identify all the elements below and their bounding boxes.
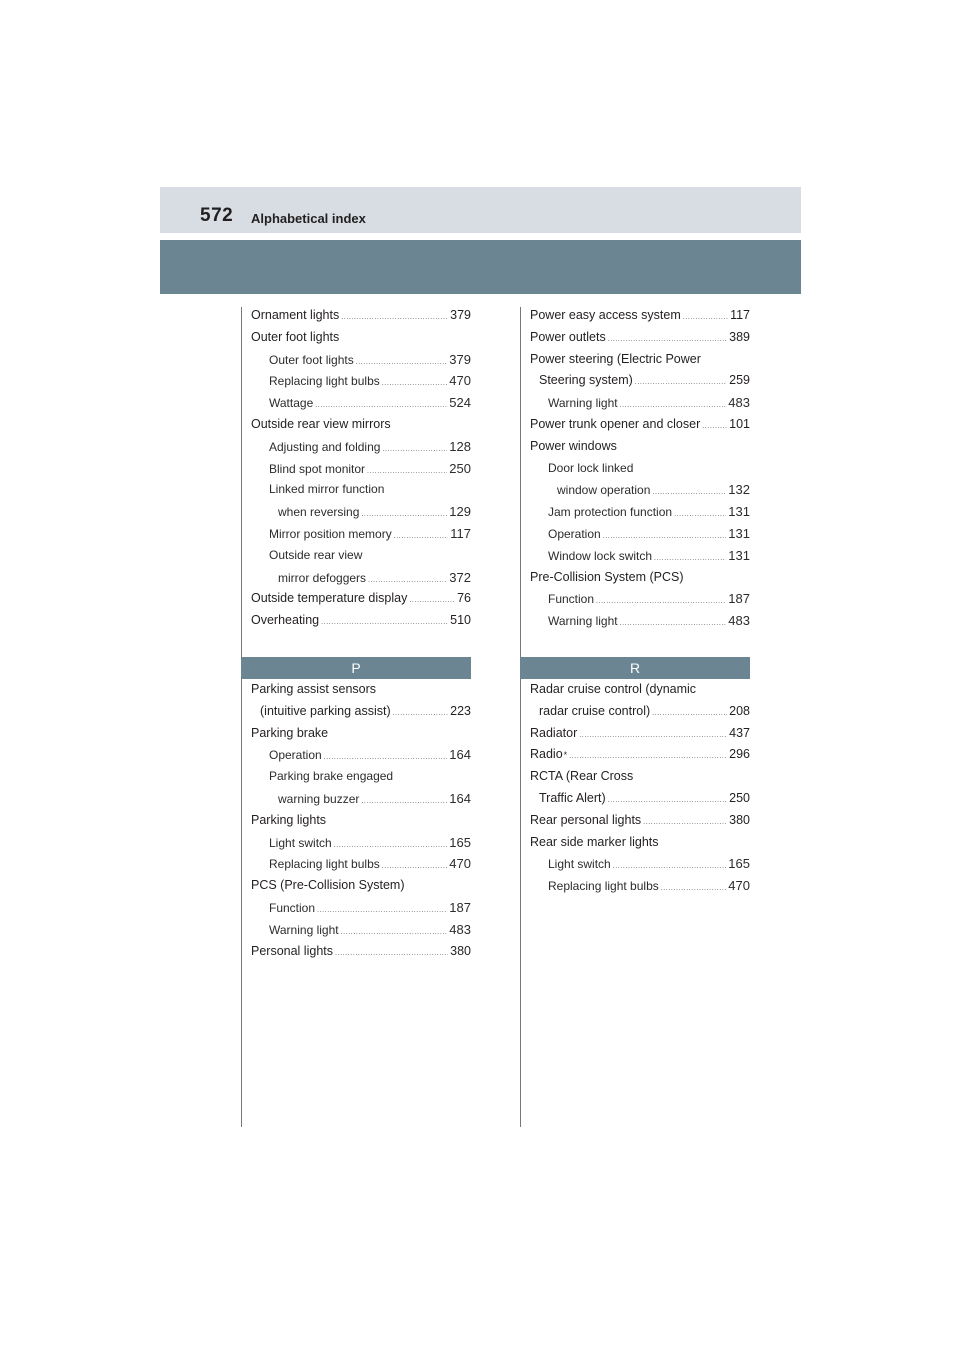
entry-label: Power trunk opener and closer <box>530 416 701 431</box>
entry-label: mirror defoggers <box>278 570 367 585</box>
index-entry <box>251 701 471 723</box>
entry-label: Outer foot lights <box>251 329 340 344</box>
index-entry <box>530 701 750 723</box>
entry-label: (intuitive parking assist) <box>260 703 391 718</box>
index-entry <box>251 305 471 327</box>
index-entry <box>251 875 471 897</box>
entry-page-ref: 524 <box>449 395 471 411</box>
entry-label: Power easy access system <box>530 308 681 322</box>
entry-label: Replacing light bulbs <box>269 374 380 389</box>
entry-label: Rear personal lights <box>530 812 642 827</box>
index-entry <box>530 679 750 701</box>
entry-label: Radio <box>530 747 563 762</box>
entry-label: Mirror position memory <box>269 526 392 541</box>
index-entry <box>530 392 750 414</box>
dot-leader <box>613 856 727 878</box>
dot-leader <box>341 307 448 329</box>
entry-label: Light switch <box>269 835 332 850</box>
section-letter-r: R <box>520 657 750 679</box>
index-entry <box>251 610 471 632</box>
entry-page-ref: 510 <box>450 613 471 628</box>
index-entry <box>530 436 750 458</box>
entry-page-ref: 250 <box>449 460 471 476</box>
index-entry <box>251 479 471 501</box>
entry-label: Door lock linked <box>548 460 634 475</box>
entry-page-ref: 389 <box>729 329 750 344</box>
entry-label: Jam protection function <box>548 505 673 520</box>
entry-page-ref: 259 <box>729 373 750 388</box>
dot-leader <box>321 612 448 634</box>
entry-page-ref: 380 <box>450 943 471 958</box>
index-entry <box>251 436 471 458</box>
index-entry <box>530 788 750 810</box>
entry-label: Overheating <box>251 613 320 628</box>
entry-label: Function <box>269 900 316 915</box>
dot-leader <box>334 835 448 857</box>
index-entry <box>530 479 750 501</box>
entry-label: Adjusting and folding <box>269 439 381 454</box>
index-entry <box>251 458 471 480</box>
entry-page-ref: 128 <box>449 438 471 454</box>
index-entry <box>251 766 471 788</box>
index-entry <box>530 458 750 480</box>
entry-label: Power outlets <box>530 329 606 344</box>
entry-page-ref: 483 <box>728 613 750 629</box>
entry-label: RCTA (Rear Cross <box>530 769 634 784</box>
index-entry <box>530 349 750 371</box>
entry-page-ref: 132 <box>728 482 750 498</box>
entry-label: Outside temperature display <box>251 591 408 606</box>
index-entry <box>251 853 471 875</box>
dot-leader <box>382 373 448 395</box>
entry-label: Power windows <box>530 438 617 453</box>
dot-leader <box>341 922 448 944</box>
entry-page-ref: 164 <box>449 747 471 763</box>
entry-label: Outer foot lights <box>269 352 354 367</box>
entry-page-ref: 250 <box>729 790 750 805</box>
index-entry <box>251 919 471 941</box>
running-head: Alphabetical index <box>251 211 366 226</box>
entry-page-ref: 470 <box>449 856 471 872</box>
dot-leader <box>674 504 726 526</box>
index-entry <box>251 832 471 854</box>
dot-leader <box>394 526 449 548</box>
entry-page-ref: 379 <box>449 351 471 367</box>
entry-page-ref: 470 <box>728 878 750 894</box>
entry-label: Ornament lights <box>251 308 340 322</box>
index-entry <box>251 567 471 589</box>
left-column-rule <box>241 307 242 1127</box>
index-entry <box>530 501 750 523</box>
index-entry <box>251 679 471 701</box>
section-letter-p: P <box>241 657 471 679</box>
dot-leader <box>661 878 727 900</box>
entry-label: Parking brake engaged <box>269 769 394 784</box>
index-entry <box>251 414 471 436</box>
index-entry <box>530 766 750 788</box>
index-entry <box>251 744 471 766</box>
index-entry <box>251 588 471 610</box>
index-list-left-top <box>251 305 471 632</box>
entry-label: Parking brake <box>251 725 329 740</box>
entry-label: Warning light <box>548 396 618 411</box>
entry-page-ref: 165 <box>728 856 750 872</box>
entry-label: radar cruise control) <box>539 703 651 718</box>
dot-leader <box>596 591 726 613</box>
dot-leader <box>361 791 447 813</box>
right-column-rule <box>520 307 521 1127</box>
entry-label: Parking lights <box>251 812 327 827</box>
dot-leader <box>409 590 455 612</box>
entry-page-ref: 187 <box>728 591 750 607</box>
dot-leader <box>569 746 727 768</box>
entry-page-ref: 117 <box>730 308 750 322</box>
entry-label: Warning light <box>269 922 339 937</box>
entry-label: when reversing <box>278 505 360 520</box>
dot-leader <box>603 526 727 548</box>
index-entry <box>251 392 471 414</box>
dot-leader <box>620 613 727 635</box>
entry-page-ref: 165 <box>449 834 471 850</box>
dot-leader <box>356 352 448 374</box>
index-entry: Radio * ..... 296 <box>530 744 750 766</box>
index-entry <box>530 567 750 589</box>
index-entry <box>530 723 750 745</box>
entry-page-ref: 76 <box>457 591 471 606</box>
index-entry <box>530 875 750 897</box>
index-entry <box>251 810 471 832</box>
entry-label: warning buzzer <box>278 791 360 806</box>
index-entry <box>530 327 750 349</box>
index-list-right-top <box>530 305 750 632</box>
dot-leader <box>393 703 449 725</box>
entry-label: Rear side marker lights <box>530 834 659 849</box>
entry-label: Window lock switch <box>548 548 653 563</box>
index-entry <box>530 810 750 832</box>
index-entry <box>251 370 471 392</box>
entry-page-ref: 483 <box>728 395 750 411</box>
page-number: 572 <box>200 205 234 226</box>
entry-label: Traffic Alert) <box>539 790 606 805</box>
entry-label: Linked mirror function <box>269 482 385 497</box>
index-entry <box>251 788 471 810</box>
index-entry <box>251 501 471 523</box>
dot-leader <box>683 307 728 329</box>
entry-label: Radiator <box>530 725 578 740</box>
dot-leader <box>702 416 727 438</box>
entry-label: Personal lights <box>251 943 333 958</box>
entry-page-ref: 131 <box>728 525 750 541</box>
index-list-right-bottom <box>530 679 750 897</box>
entry-label: Wattage <box>269 396 314 411</box>
entry-page-ref: 131 <box>728 547 750 563</box>
entry-label: Operation <box>548 526 601 541</box>
entry-label: Outside rear view <box>269 547 363 562</box>
dot-leader <box>579 725 727 747</box>
entry-label: Steering system) <box>539 373 633 388</box>
index-entry <box>251 897 471 919</box>
entry-page-ref: 470 <box>449 373 471 389</box>
entry-label: Radar cruise control (dynamic <box>530 682 697 696</box>
dot-leader <box>643 812 727 834</box>
dot-leader <box>382 439 447 461</box>
dot-leader <box>635 372 727 394</box>
title-bar <box>160 240 801 294</box>
index-entry <box>251 327 471 349</box>
entry-label: Outside rear view mirrors <box>251 416 391 431</box>
entry-label: Power steering (Electric Power <box>530 351 701 366</box>
entry-label: PCS (Pre-Collision System) <box>251 878 405 893</box>
entry-page-ref: 129 <box>449 504 471 520</box>
entry-page-ref: 379 <box>450 308 471 322</box>
entry-page-ref: 223 <box>450 703 471 718</box>
entry-page-ref: 101 <box>729 416 750 431</box>
index-entry <box>251 523 471 545</box>
entry-page-ref: 208 <box>729 703 750 718</box>
entry-label: Operation <box>269 748 322 763</box>
index-entry <box>530 545 750 567</box>
index-entry <box>530 523 750 545</box>
index-entry <box>530 610 750 632</box>
entry-label: Replacing light bulbs <box>548 879 659 894</box>
index-entry <box>251 349 471 371</box>
index-entry <box>251 545 471 567</box>
entry-label: Replacing light bulbs <box>269 857 380 872</box>
entry-label: window operation <box>557 483 651 498</box>
entry-label: Pre-Collision System (PCS) <box>530 569 684 584</box>
dot-leader <box>317 900 447 922</box>
entry-label: Warning light <box>548 614 618 629</box>
entry-page-ref: 296 <box>729 747 750 762</box>
index-entry <box>530 370 750 392</box>
dot-leader <box>361 504 447 526</box>
index-entry <box>530 588 750 610</box>
index-entry <box>251 723 471 745</box>
entry-page-ref: 372 <box>449 569 471 585</box>
dot-leader <box>608 329 727 351</box>
index-entry <box>251 941 471 963</box>
entry-page-ref: 437 <box>729 725 750 740</box>
entry-page-ref: 187 <box>449 899 471 915</box>
entry-page-ref: 380 <box>729 812 750 827</box>
entry-page-ref: 131 <box>728 504 750 520</box>
entry-label: Blind spot monitor <box>269 461 366 476</box>
entry-page-ref: 483 <box>449 921 471 937</box>
index-entry <box>530 853 750 875</box>
entry-page-ref: 117 <box>450 525 471 541</box>
index-entry <box>530 414 750 436</box>
index-entry <box>530 832 750 854</box>
dot-leader <box>652 482 726 504</box>
entry-label: Function <box>548 592 595 607</box>
entry-label: Parking assist sensors <box>251 682 377 696</box>
dot-leader <box>652 703 727 725</box>
index-entry <box>530 305 750 327</box>
dot-leader <box>608 790 727 812</box>
entry-page-ref: 164 <box>449 790 471 806</box>
index-list-left-bottom <box>251 679 471 962</box>
entry-label: Light switch <box>548 857 611 872</box>
dot-leader <box>335 943 448 965</box>
